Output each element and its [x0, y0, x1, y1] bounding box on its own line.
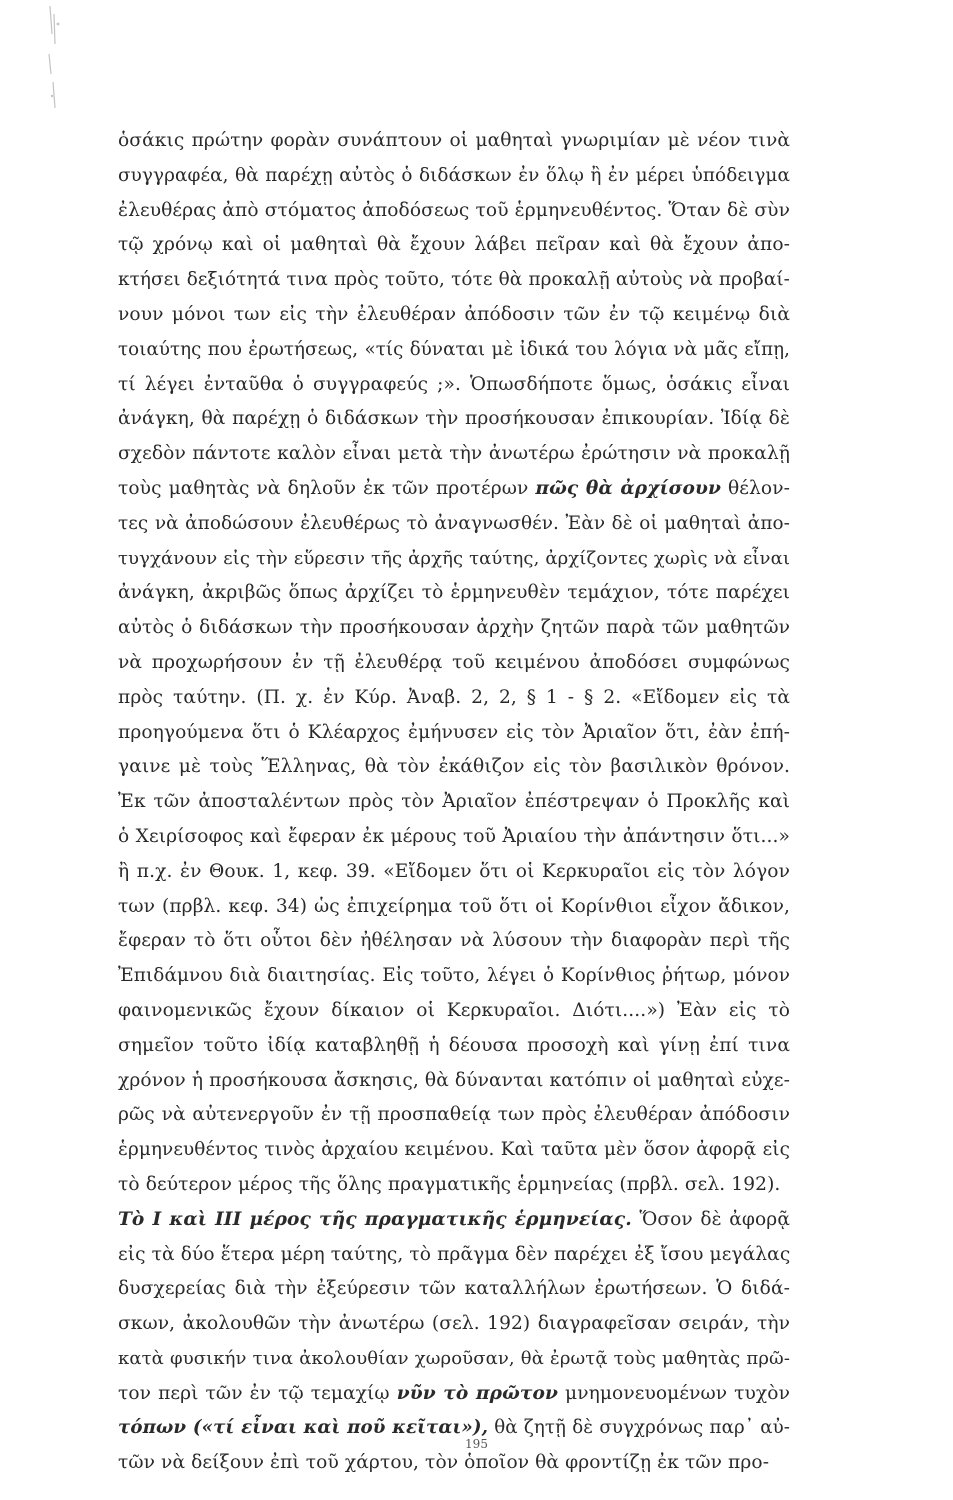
line-text: τῷ χρόνῳ καὶ οἱ μαθηταὶ θὰ ἔχουν λάβει πεῖραν καὶ θὰ ἔχουν ἀπο- — [118, 234, 790, 256]
line-text: γαινε μὲ τοὺς Ἕλληνας, θὰ τὸν ἐκάθιζον εἰς τὸν βασιλικὸν θρόνον. — [118, 756, 790, 778]
line-text: τυγχάνουν εἰς τὴν εὕρεσιν τῆς ἀρχῆς ταύτης, ἀρχίζοντες χωρὶς νὰ εἶναι — [118, 547, 790, 569]
line-text: εἰς τὰ δύο ἕτερα μέρη ταύτης, τὸ πρᾶγμα δὲν παρέχει ἐξ ἴσου μεγάλας — [118, 1243, 791, 1265]
text-line — [118, 437, 790, 472]
text-line — [118, 298, 790, 333]
line-text: χρόνον ἡ προσήκουσα ἄσκησις, θὰ δύνανται κατόπιν οἱ μαθηταὶ εὐχε- — [118, 1069, 790, 1091]
text-line — [118, 333, 790, 368]
line-text: Ὅσον δὲ ἀφορᾷ — [631, 1208, 790, 1230]
line-text: μνημονευομένων τυχὸν — [558, 1382, 790, 1404]
text-line — [118, 194, 790, 229]
line-text: θέλον- — [721, 477, 790, 499]
line-text: ρῶς νὰ αὐτενεργοῦν ἐν τῇ προσπαθείᾳ των πρὸς ἐλευθέραν ἀπόδοσιν — [118, 1104, 790, 1126]
page-number: 195 — [465, 1437, 488, 1451]
emphasis-text: Τὸ Ι καὶ ΙΙΙ μέρος τῆς πραγματικῆς ἑρμηνείας. — [118, 1208, 632, 1230]
emphasis-text: τόπων («τί εἶναι καὶ ποῦ κεῖται»), — [118, 1417, 488, 1439]
text-line — [118, 1377, 790, 1412]
text-line — [118, 959, 790, 994]
line-text: ὁσάκις πρώτην φορὰν συνάπτουν οἱ μαθηταὶ γνωριμίαν μὲ νέον τινὰ — [118, 130, 790, 151]
line-text: ἢ π.χ. ἐν Θουκ. 1, κεφ. 39. «Εἴδομεν ὅτι οἱ Κερκυραῖοι εἰς τὸν λόγον — [118, 860, 790, 882]
line-text: προηγούμενα ὅτι ὁ Κλέαρχος ἐμήνυσεν εἰς τὸν Ἀριαῖον ὅτι, ἐὰν ἐπή- — [118, 721, 790, 743]
emphasis-text: πῶς θὰ ἀρχίσουν — [535, 477, 721, 499]
line-text: ἐλευθέρας ἀπὸ στόματος ἀποδόσεως τοῦ ἑρμηνευθέντος. Ὅταν δὲ σὺν — [118, 199, 790, 221]
line-text: των (πρβλ. κεφ. 34) ὡς ἐπιχείρημα τοῦ ὅτι οἱ Κορίνθιοι εἶχον ἄδικον, — [118, 895, 790, 917]
line-text: τες νὰ ἀποδώσουν ἐλευθέρως τὸ ἀναγνωσθέν. Ἐὰν δὲ οἱ μαθηταὶ ἀπο- — [118, 512, 790, 534]
text-line — [118, 820, 790, 855]
text-line — [118, 124, 790, 159]
line-text: θὰ ζητῇ δὲ συγχρόνως παρ᾽ αὐ- — [488, 1417, 790, 1439]
line-text: τοὺς μαθητὰς νὰ δηλοῦν ἐκ τῶν προτέρων — [118, 477, 536, 499]
text-line — [118, 855, 790, 890]
line-text: τὸ δεύτερον μέρος τῆς ὅλης πραγματικῆς ἑρμηνείας (πρβλ. σελ. 192). — [118, 1173, 781, 1195]
line-text: τῶν νὰ δείξουν ἐπὶ τοῦ χάρτου, τὸν ὁποῖον θὰ φροντίζῃ ἐκ τῶν προ- — [118, 1452, 770, 1474]
text-line — [118, 1307, 790, 1342]
line-text: ἑρμηνευθέντος τινὸς ἀρχαίου κειμένου. Καὶ ταῦτα μὲν ὅσον ἀφορᾷ εἰς — [118, 1139, 790, 1161]
text-line — [118, 1064, 790, 1099]
text-line — [118, 924, 790, 959]
line-text: συγγραφέα, θὰ παρέχῃ αὐτὸς ὁ διδάσκων ἐν ὅλῳ ἢ ἐν μέρει ὑπόδειγμα — [118, 164, 790, 186]
text-line — [118, 159, 790, 194]
line-text: ἔφεραν τὸ ὅτι οὗτοι δὲν ἠθέλησαν νὰ λύσουν τὴν διαφορὰν περὶ τῆς — [118, 930, 790, 952]
line-text: ἀνάγκη, θὰ παρέχῃ ὁ διδάσκων τὴν προσήκουσαν ἐπικουρίαν. Ἰδίᾳ δὲ — [118, 408, 790, 430]
line-text: τον περὶ τῶν ἐν τῷ τεμαχίῳ — [118, 1382, 397, 1404]
line-text: δυσχερείας διὰ τὴν ἐξεύρεσιν τῶν καταλλήλων ἐρωτήσεων. Ὁ διδά- — [118, 1278, 790, 1300]
text-line — [118, 646, 790, 681]
line-text: κτήσει δεξιότητά τινα πρὸς τοῦτο, τότε θὰ προκαλῇ αὐτοὺς νὰ προβαί- — [118, 269, 790, 291]
line-text: σχεδὸν πάντοτε καλὸν εἶναι μετὰ τὴν ἀνωτέρω ἐρώτησιν νὰ προκαλῇ — [118, 443, 790, 465]
page-edge-marks — [46, 4, 76, 114]
text-line — [118, 402, 790, 437]
line-text: ὁ Χειρίσοφος καὶ ἔφεραν ἐκ μέρους τοῦ Ἀριαίου τὴν ἀπάντησιν ὅτι...» — [118, 825, 790, 847]
line-text: τοιαύτης που ἐρωτήσεως, «τίς δύναται μὲ ἰδικά του λόγια νὰ μᾶς εἴπῃ, — [118, 338, 790, 360]
text-line — [118, 368, 790, 403]
line-text: σκων, ἀκολουθῶν τὴν ἀνωτέρω (σελ. 192) διαγραφεῖσαν σειράν, τὴν — [118, 1313, 790, 1335]
text-line — [118, 507, 790, 542]
text-line — [118, 1098, 790, 1133]
text-line — [118, 750, 790, 785]
text-line — [118, 228, 790, 263]
text-line — [118, 1168, 790, 1203]
line-text: τί λέγει ἐνταῦθα ὁ συγγραφεύς ;». Ὁπωσδήποτε ὅμως, ὁσάκις εἶναι — [118, 373, 790, 395]
text-line — [118, 785, 790, 820]
text-line — [118, 1203, 790, 1238]
text-line — [118, 1133, 790, 1168]
emphasis-text: νῦν τὸ πρῶτον — [396, 1382, 559, 1404]
line-text: πρὸς ταύτην. (Π. χ. ἐν Κύρ. Ἀναβ. 2, 2, § 1 - § 2. «Εἴδομεν εἰς τὰ — [118, 686, 790, 708]
text-line — [118, 263, 790, 298]
line-text: Ἐπιδάμνου διὰ διαιτησίας. Εἰς τοῦτο, λέγει ὁ Κορίνθιος ῥήτωρ, μόνον — [118, 965, 790, 987]
line-text: αὐτὸς ὁ διδάσκων τὴν προσήκουσαν ἀρχὴν ζητῶν παρὰ τῶν μαθητῶν — [118, 617, 790, 639]
text-line — [118, 681, 790, 716]
line-text: νὰ προχωρήσουν ἐν τῇ ἐλευθέρᾳ τοῦ κειμένου ἀποδόσει συμφώνως — [118, 651, 790, 673]
text-line — [118, 1272, 790, 1307]
text-line — [118, 994, 790, 1029]
line-text: νουν μόνοι των εἰς τὴν ἐλευθέραν ἀπόδοσιν τῶν ἐν τῷ κειμένῳ διὰ — [118, 303, 790, 325]
text-line — [118, 576, 790, 611]
text-line — [118, 716, 790, 751]
line-text: σημεῖον τοῦτο ἰδίᾳ καταβληθῇ ἡ δέουσα προσοχὴ καὶ γίνῃ ἐπί τινα — [118, 1034, 790, 1056]
body-text — [118, 124, 790, 1481]
line-text: φαινομενικῶς ἔχουν δίκαιον οἱ Κερκυραῖοι. Διότι....») Ἐὰν εἰς τὸ — [118, 999, 790, 1021]
line-text: Ἐκ τῶν ἀποσταλέντων πρὸς τὸν Ἀριαῖον ἐπέστρεψαν ὁ Προκλῆς καὶ — [118, 791, 790, 813]
text-line — [118, 1342, 790, 1377]
text-line — [118, 611, 790, 646]
text-line — [118, 472, 790, 507]
text-line — [118, 1238, 790, 1273]
text-line — [118, 542, 790, 577]
text-line — [118, 1446, 790, 1481]
text-line — [118, 890, 790, 925]
line-text: ἀνάγκη, ἀκριβῶς ὅπως ἀρχίζει τὸ ἑρμηνευθὲν τεμάχιον, τότε παρέχει — [118, 582, 790, 604]
line-text: κατὰ φυσικήν τινα ἀκολουθίαν χωροῦσαν, θὰ ἐρωτᾷ τοὺς μαθητὰς πρῶ- — [118, 1347, 790, 1369]
text-line — [118, 1029, 790, 1064]
